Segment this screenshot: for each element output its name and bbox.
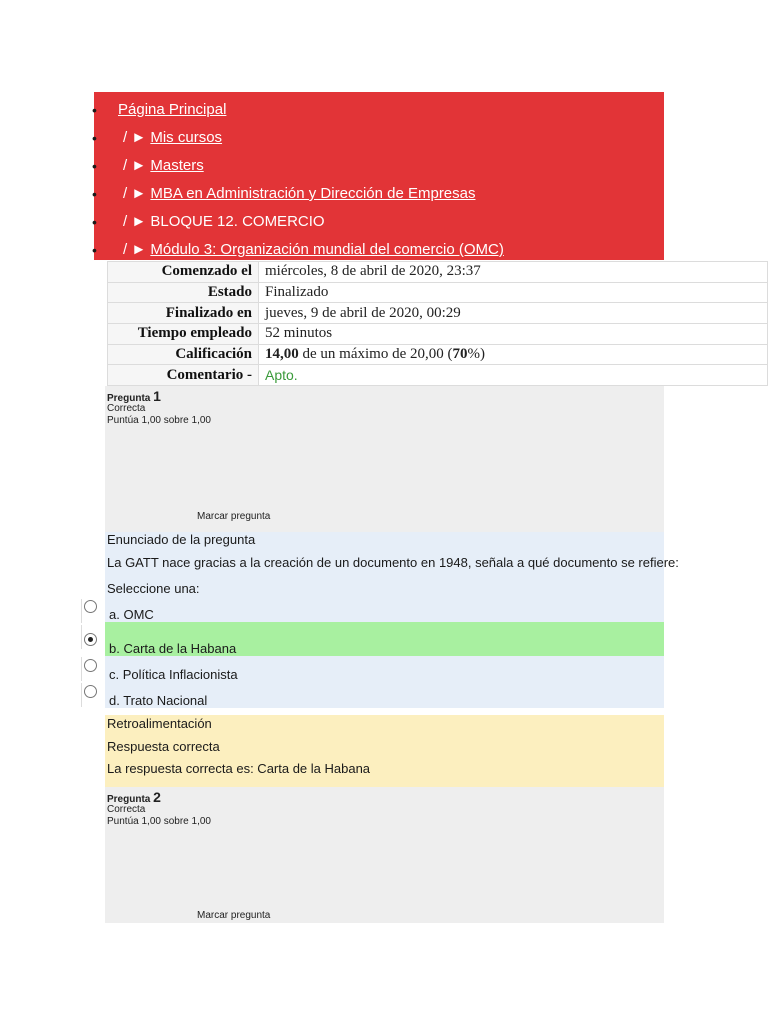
answer-option-c[interactable]	[105, 658, 664, 684]
question-feedback	[105, 715, 664, 787]
summary-value: 52 minutos	[259, 324, 768, 345]
breadcrumb-current-bloque: BLOQUE 12. COMERCIO	[150, 213, 325, 230]
grade-percent: 70	[452, 346, 468, 363]
summary-value: Finalizado	[259, 282, 768, 303]
breadcrumb-link-modulo-3[interactable]: Módulo 3: Organización mundial del comercio (OMC)	[150, 241, 504, 258]
answer-label: a. OMC	[109, 607, 154, 622]
radio-option-c[interactable]	[84, 659, 97, 672]
comment-value: Apto.	[259, 365, 768, 386]
grade-value	[259, 344, 768, 365]
grade-score: 14,00	[265, 346, 299, 363]
answer-label: d. Trato Nacional	[109, 693, 208, 708]
question-title	[107, 789, 161, 805]
breadcrumb-separator: / ►	[123, 185, 147, 202]
table-row	[108, 262, 768, 283]
grade-end: %)	[467, 346, 485, 363]
question-2-info	[105, 787, 664, 923]
question-grade: Puntúa 1,00 sobre 1,00	[107, 816, 211, 827]
summary-value: jueves, 9 de abril de 2020, 00:29	[259, 303, 768, 324]
summary-label: Finalizado en	[108, 303, 259, 324]
table-row	[108, 282, 768, 303]
flag-question-link[interactable]: Marcar pregunta	[197, 910, 271, 921]
answer-label: c. Política Inflacionista	[109, 667, 238, 682]
bullet: •	[92, 158, 97, 174]
breadcrumb-separator: / ►	[123, 129, 147, 146]
question-number: 1	[153, 388, 161, 404]
feedback-heading: Retroalimentación	[107, 716, 212, 731]
breadcrumb-link-masters[interactable]: Masters	[150, 157, 204, 174]
answer-label: b. Carta de la Habana	[109, 641, 237, 656]
question-formulation	[105, 532, 679, 708]
flag-question-link[interactable]: Marcar pregunta	[197, 511, 271, 522]
feedback-result: Respuesta correcta	[107, 739, 220, 754]
breadcrumb-separator: / ►	[123, 157, 147, 174]
summary-value: miércoles, 8 de abril de 2020, 23:37	[259, 262, 768, 283]
grade-label: Calificación	[108, 344, 259, 365]
breadcrumb-link-mis-cursos[interactable]: Mis cursos	[150, 129, 223, 146]
table-row	[108, 303, 768, 324]
grade-middle: de un máximo de 20,00 (	[298, 346, 453, 363]
attempt-summary-table	[107, 261, 768, 386]
breadcrumb	[94, 92, 664, 260]
bullet: •	[92, 242, 97, 258]
question-state: Correcta	[107, 403, 146, 414]
table-row	[108, 344, 768, 365]
question-text: La GATT nace gracias a la creación de un documento en 1948, señala a qué documento se refiere:	[107, 555, 679, 570]
formulation-heading: Enunciado de la pregunta	[107, 532, 256, 547]
bullet: •	[92, 102, 97, 118]
bullet: •	[92, 186, 97, 202]
comment-label: Comentario -	[108, 365, 259, 386]
question-title	[107, 388, 161, 404]
question-word: Pregunta	[107, 794, 151, 805]
bullet: •	[92, 130, 97, 146]
radio-option-b[interactable]	[84, 633, 97, 646]
radio-option-d[interactable]	[84, 685, 97, 698]
radio-option-a[interactable]	[84, 600, 97, 613]
bullet: •	[92, 214, 97, 230]
question-grade: Puntúa 1,00 sobre 1,00	[107, 415, 211, 426]
question-1-info	[105, 386, 664, 532]
answer-option-d[interactable]	[105, 684, 664, 710]
answer-prompt: Seleccione una:	[107, 581, 200, 596]
summary-label: Comenzado el	[108, 262, 259, 283]
breadcrumb-link-home[interactable]: Página Principal	[118, 101, 227, 118]
answer-option-b[interactable]	[105, 622, 664, 656]
breadcrumb-separator: / ►	[123, 241, 147, 258]
summary-label: Estado	[108, 282, 259, 303]
summary-label: Tiempo empleado	[108, 324, 259, 345]
breadcrumb-separator: / ►	[123, 213, 147, 230]
question-state: Correcta	[107, 804, 146, 815]
breadcrumb-link-mba[interactable]: MBA en Administración y Dirección de Empresas	[150, 185, 476, 202]
table-row	[108, 324, 768, 345]
question-number: 2	[153, 789, 161, 805]
table-row	[108, 365, 768, 386]
question-word: Pregunta	[107, 393, 151, 404]
feedback-correct-answer: La respuesta correcta es: Carta de la Habana	[107, 761, 371, 776]
